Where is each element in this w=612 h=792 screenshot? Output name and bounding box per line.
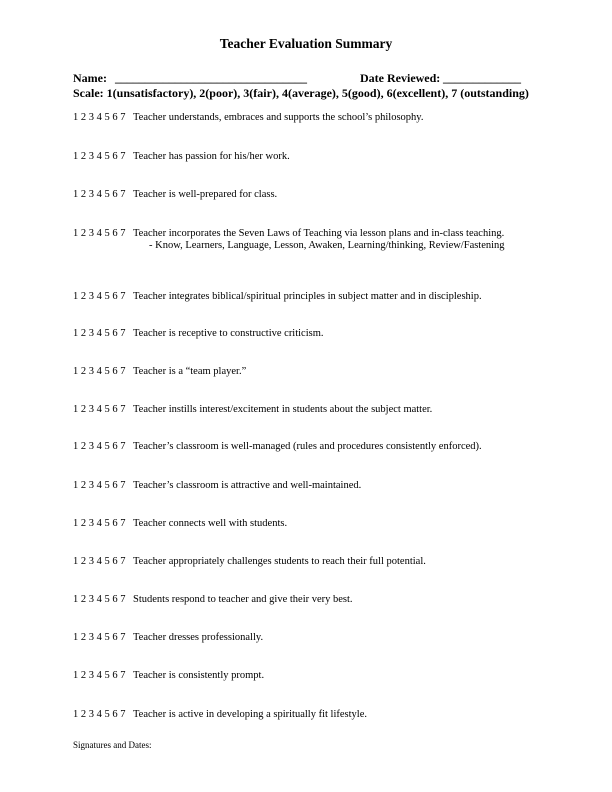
evaluation-item-text: Teacher is a “team player.”: [133, 366, 247, 377]
evaluation-item-text: Teacher integrates biblical/spiritual principles in subject matter and in discipleship.: [133, 291, 482, 302]
rating-scale-numbers[interactable]: 1 2 3 4 5 6 7: [73, 151, 126, 162]
evaluation-item-text: Teacher is well-prepared for class.: [133, 189, 278, 200]
evaluation-item-text: Teacher’s classroom is attractive and well-maintained.: [133, 480, 362, 491]
evaluation-item-text: Teacher connects well with students.: [133, 518, 288, 529]
rating-scale-numbers[interactable]: 1 2 3 4 5 6 7: [73, 556, 126, 567]
evaluation-item: [73, 228, 505, 252]
evaluation-item: [73, 670, 264, 682]
rating-scale-numbers[interactable]: 1 2 3 4 5 6 7: [73, 291, 126, 302]
evaluation-item: [73, 518, 287, 530]
evaluation-item-text: Teacher understands, embraces and supports the school’s philosophy.: [133, 112, 424, 123]
rating-scale-numbers[interactable]: 1 2 3 4 5 6 7: [73, 189, 126, 200]
rating-scale-numbers[interactable]: 1 2 3 4 5 6 7: [73, 518, 126, 529]
evaluation-item-text: Teacher is receptive to constructive criticism.: [133, 328, 324, 339]
rating-scale-numbers[interactable]: 1 2 3 4 5 6 7: [73, 670, 126, 681]
evaluation-item: [73, 709, 367, 721]
rating-scale-numbers[interactable]: 1 2 3 4 5 6 7: [73, 480, 126, 491]
evaluation-item: [73, 291, 482, 303]
evaluation-item-text: Teacher incorporates the Seven Laws of Teaching via lesson plans and in-class teaching.: [133, 228, 505, 239]
name-field[interactable]: ________________________________: [115, 71, 307, 85]
evaluation-item-text: Teacher is active in developing a spiritually fit lifestyle.: [133, 709, 367, 720]
rating-scale-numbers[interactable]: 1 2 3 4 5 6 7: [73, 228, 126, 239]
evaluation-item-text: Teacher appropriately challenges students to reach their full potential.: [133, 556, 426, 567]
evaluation-item: [73, 328, 324, 340]
evaluation-item-text: Teacher is consistently prompt.: [133, 670, 265, 681]
date-reviewed-label: Date Reviewed:: [360, 71, 441, 85]
evaluation-item: [73, 112, 423, 124]
evaluation-item-text: Students respond to teacher and give their very best.: [133, 594, 353, 605]
rating-scale-numbers[interactable]: 1 2 3 4 5 6 7: [73, 709, 126, 720]
evaluation-item-text: Teacher has passion for his/her work.: [133, 151, 290, 162]
evaluation-item-text: Teacher’s classroom is well-managed (rules and procedures consistently enforced).: [133, 441, 482, 452]
rating-scale-numbers[interactable]: 1 2 3 4 5 6 7: [73, 112, 126, 123]
rating-scale-numbers[interactable]: 1 2 3 4 5 6 7: [73, 328, 126, 339]
page-title: Teacher Evaluation Summary: [219, 36, 393, 51]
evaluation-item: [73, 441, 482, 453]
signatures-label: Signatures and Dates:: [73, 740, 152, 750]
rating-scale-numbers[interactable]: 1 2 3 4 5 6 7: [73, 441, 126, 452]
rating-scale-legend: Scale: 1(unsatisfactory), 2(poor), 3(fair), 4(average), 5(good), 6(excellent), 7 (outstanding): [73, 86, 529, 100]
evaluation-item: [73, 404, 432, 416]
evaluation-item-text: Teacher dresses professionally.: [133, 632, 264, 643]
rating-scale-numbers[interactable]: 1 2 3 4 5 6 7: [73, 366, 126, 377]
evaluation-item: [73, 480, 361, 492]
evaluation-item: [73, 151, 290, 163]
evaluation-item: [73, 632, 263, 644]
name-label: Name:: [73, 71, 107, 85]
rating-scale-numbers[interactable]: 1 2 3 4 5 6 7: [73, 594, 126, 605]
rating-scale-numbers[interactable]: 1 2 3 4 5 6 7: [73, 404, 126, 415]
rating-scale-numbers[interactable]: 1 2 3 4 5 6 7: [73, 632, 126, 643]
evaluation-item-subtext: - Know, Learners, Language, Lesson, Awaken, Learning/thinking, Review/Fastening: [149, 240, 505, 251]
evaluation-item-text: Teacher instills interest/excitement in students about the subject matter.: [133, 404, 433, 415]
evaluation-item: [73, 594, 353, 606]
evaluation-item: [73, 366, 246, 378]
evaluation-item: [73, 556, 426, 568]
evaluation-item: [73, 189, 277, 201]
date-reviewed-field[interactable]: _____________: [443, 71, 521, 85]
